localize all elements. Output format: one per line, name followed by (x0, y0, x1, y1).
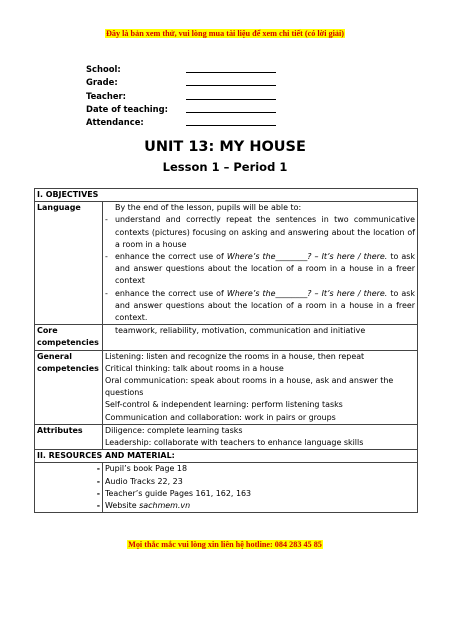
general-competencies-label: General competencies (35, 350, 103, 424)
general-competencies-content (103, 350, 418, 424)
lesson-plan-table (34, 188, 418, 513)
info-row-school: School: (86, 61, 276, 74)
attributes-label: Attributes (35, 424, 103, 449)
teacher-info-block (86, 61, 276, 127)
language-label: Language (35, 202, 103, 325)
info-row-attendance: Attendance: (86, 114, 276, 127)
blank-line (186, 117, 276, 126)
attributes-content (103, 424, 418, 449)
list-item: Self-control & independent learning: perform listening tasks (105, 400, 343, 410)
list-item: - understand and correctly repeat the sentences in two communicative contexts (pictures) focusing on asking and answering about the location of a room in a house (105, 215, 415, 249)
blank-line (186, 91, 276, 100)
core-competencies-text: teamwork, reliability, motivation, communication and initiative (103, 325, 418, 350)
language-intro: By the end of the lesson, pupils will be able to: (115, 203, 302, 213)
list-item: Oral communication: speak about rooms in a house, ask and answer the questions (105, 376, 394, 398)
resources-dash-column: - - - - (35, 463, 103, 513)
list-item: Critical thinking: talk about rooms in a house (105, 363, 284, 373)
core-competencies-label: Core competencies (35, 325, 103, 350)
preview-notice: Đây là bản xem thử, vui lòng mua tài liệu để xem chi tiết (có lời giải) (105, 29, 344, 38)
info-row-teacher: Teacher: (86, 87, 276, 100)
blank-line (186, 64, 276, 73)
list-item: Leadership: collaborate with teachers to enhance language skills (105, 438, 364, 448)
info-row-date: Date of teaching: (86, 101, 276, 114)
lesson-title: Lesson 1 – Period 1 (162, 160, 288, 174)
blank-line (186, 77, 276, 86)
unit-title: UNIT 13: MY HOUSE (144, 139, 306, 155)
list-item: - enhance the correct use of Where’s the________? – It’s here / there. to ask and answer questions about the location of a room in a house in a freer context. (105, 288, 415, 323)
language-list (105, 214, 415, 324)
blank-line (186, 104, 276, 113)
language-content (103, 202, 418, 325)
list-item: Audio Tracks 22, 23 (105, 476, 183, 486)
info-row-grade: Grade: (86, 74, 276, 87)
list-item: Listening: listen and recognize the rooms in a house, then repeat (105, 351, 365, 361)
list-item: - enhance the correct use of Where’s the________? – It’s here / there. to ask and answer questions about the location of a room in a house in a freer context (105, 252, 415, 286)
list-item: Diligence: complete learning tasks (105, 425, 243, 435)
resources-content (103, 463, 418, 513)
objectives-heading: I. OBJECTIVES (35, 189, 418, 202)
list-item: Teacher’s guide Pages 161, 162, 163 (105, 488, 252, 498)
hotline-notice: Mọi thắc mắc vui lòng xin liên hệ hotline: 084 283 45 85 (128, 540, 322, 549)
resources-heading: II. RESOURCES AND MATERIAL: (35, 450, 418, 463)
list-item: Website sachmem.vn (105, 501, 191, 511)
list-item: Pupil’s book Page 18 (105, 464, 188, 474)
list-item: Communication and collaboration: work in pairs or groups (105, 412, 336, 422)
